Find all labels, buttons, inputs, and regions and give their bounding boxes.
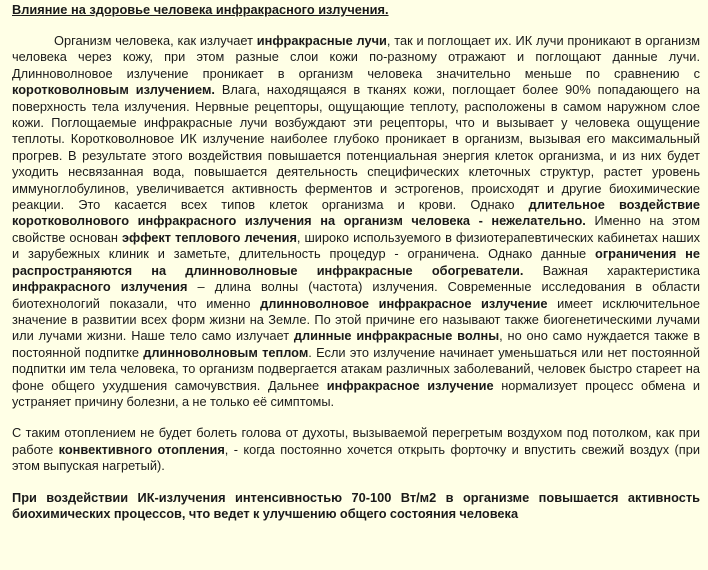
text-run: . Если это излучение начинает уменьшаться или нет постоянной подпитки им тела человека, то организм подвергается атакам различных заболеваний, человек быстро стареет на фоне общего ухудшения самочувствия. Дальнее	[12, 344, 700, 393]
text-run-bold: инфракрасные лучи	[256, 33, 387, 48]
text-run-bold: длинноволновое инфракрасное излучение	[260, 295, 548, 311]
text-run-bold: длительное воздействие коротковолнового инфракрасного излучения на организм человека - нежелательно.	[12, 197, 701, 229]
paragraph-ir-effects	[12, 33, 700, 410]
paragraph-intensity-note: При воздействии ИК-излучения интенсивностью 70-100 Вт/м2 в организме повышается активность биохимических процессов, что ведет к улучшению общего состояния человека	[12, 489, 700, 521]
text-run-bold: длинные инфракрасные волны	[293, 328, 500, 344]
text-run: , - когда постоянно хочется открыть форточку и впустить свежий воздух (при этом выпуская нагретый).	[12, 441, 700, 474]
text-run: – длина волны (частота) излучения. Современные исследования в области биотехнологий показали, что именно	[12, 279, 700, 311]
text-run: Организм человека, как излучает	[54, 33, 257, 48]
text-run-bold: коротковолновым излучением.	[12, 82, 215, 98]
text-run: , широко используемого в физиотерапевтических кабинетах наших и зарубежных клиник и заметьте, длительность процедур - ограничена. Однако данные	[12, 229, 700, 262]
text-run: Важная характеристика	[523, 262, 700, 278]
text-run-bold: длинноволновым теплом	[143, 344, 309, 360]
text-run-bold: эффект теплового лечения	[121, 229, 297, 245]
text-run-bold: инфракрасное излучение	[326, 377, 494, 393]
text-run: С таким отоплением не будет болеть голова от духоты, вызываемой перегретым воздухом под потолком, как при работе	[12, 425, 700, 457]
text-run: , так и поглощает их. ИК лучи проникают в организм человека через кожу, при этом разные слои кожи по-разному отражают и поглощают данные лучи. Длинноволновое излучение проникает в организм человека значительно меньше по сравнению с	[12, 33, 700, 81]
text-run: нормализует процесс обмена и устраняет причину болезни, а не только её симптомы.	[12, 377, 700, 409]
text-run-bold: ограничения не распространяются на длинноволновые инфракрасные обогреватели.	[12, 246, 700, 278]
text-run: имеет исключительное значение в развитии всех форм жизни на Земле. По этой причине его называют также биогенетическими лучами или лучами жизни. Наше тело само излучает	[12, 295, 701, 344]
paragraph-heating-comfort	[12, 425, 700, 474]
text-run: Именно на этом свойстве основан	[12, 213, 701, 245]
text-run-bold: конвективного отопления	[58, 441, 225, 457]
article-title: Влияние на здоровье человека инфракрасного излучения.	[12, 2, 389, 17]
text-run: Влага, находящаяся в тканях кожи, поглощает более 90% попадающего на поверхность тела излучения. Нервные рецепторы, ощущающие теплоту, расположены в самом наружном слое кожи. Поглощаемые инфракрасные лучи возбуждают эти рецепторы, что и вызывает у человека ощущение теплоты. Коротковолновое ИК излучение наиболее глубоко проникает в организм, вызывая его максимальный прогрев. В результате этого воздействия повышается потенциальная энергия клеток организма, и из них будет уходить несвязанная вода, повышается деятельность специфических клеточных структур, растет уровень иммуноглобулинов, увеличивается активность ферментов и эстрогенов, происходят и другие биохимические реакции. Это касается всех типов клеток организма и крови. Однако	[12, 82, 700, 213]
text-run-bold: инфракрасного излучения	[12, 279, 188, 295]
article	[12, 0, 700, 522]
text-run: , но оно само нуждается также в постоянной подпитке	[12, 328, 700, 360]
